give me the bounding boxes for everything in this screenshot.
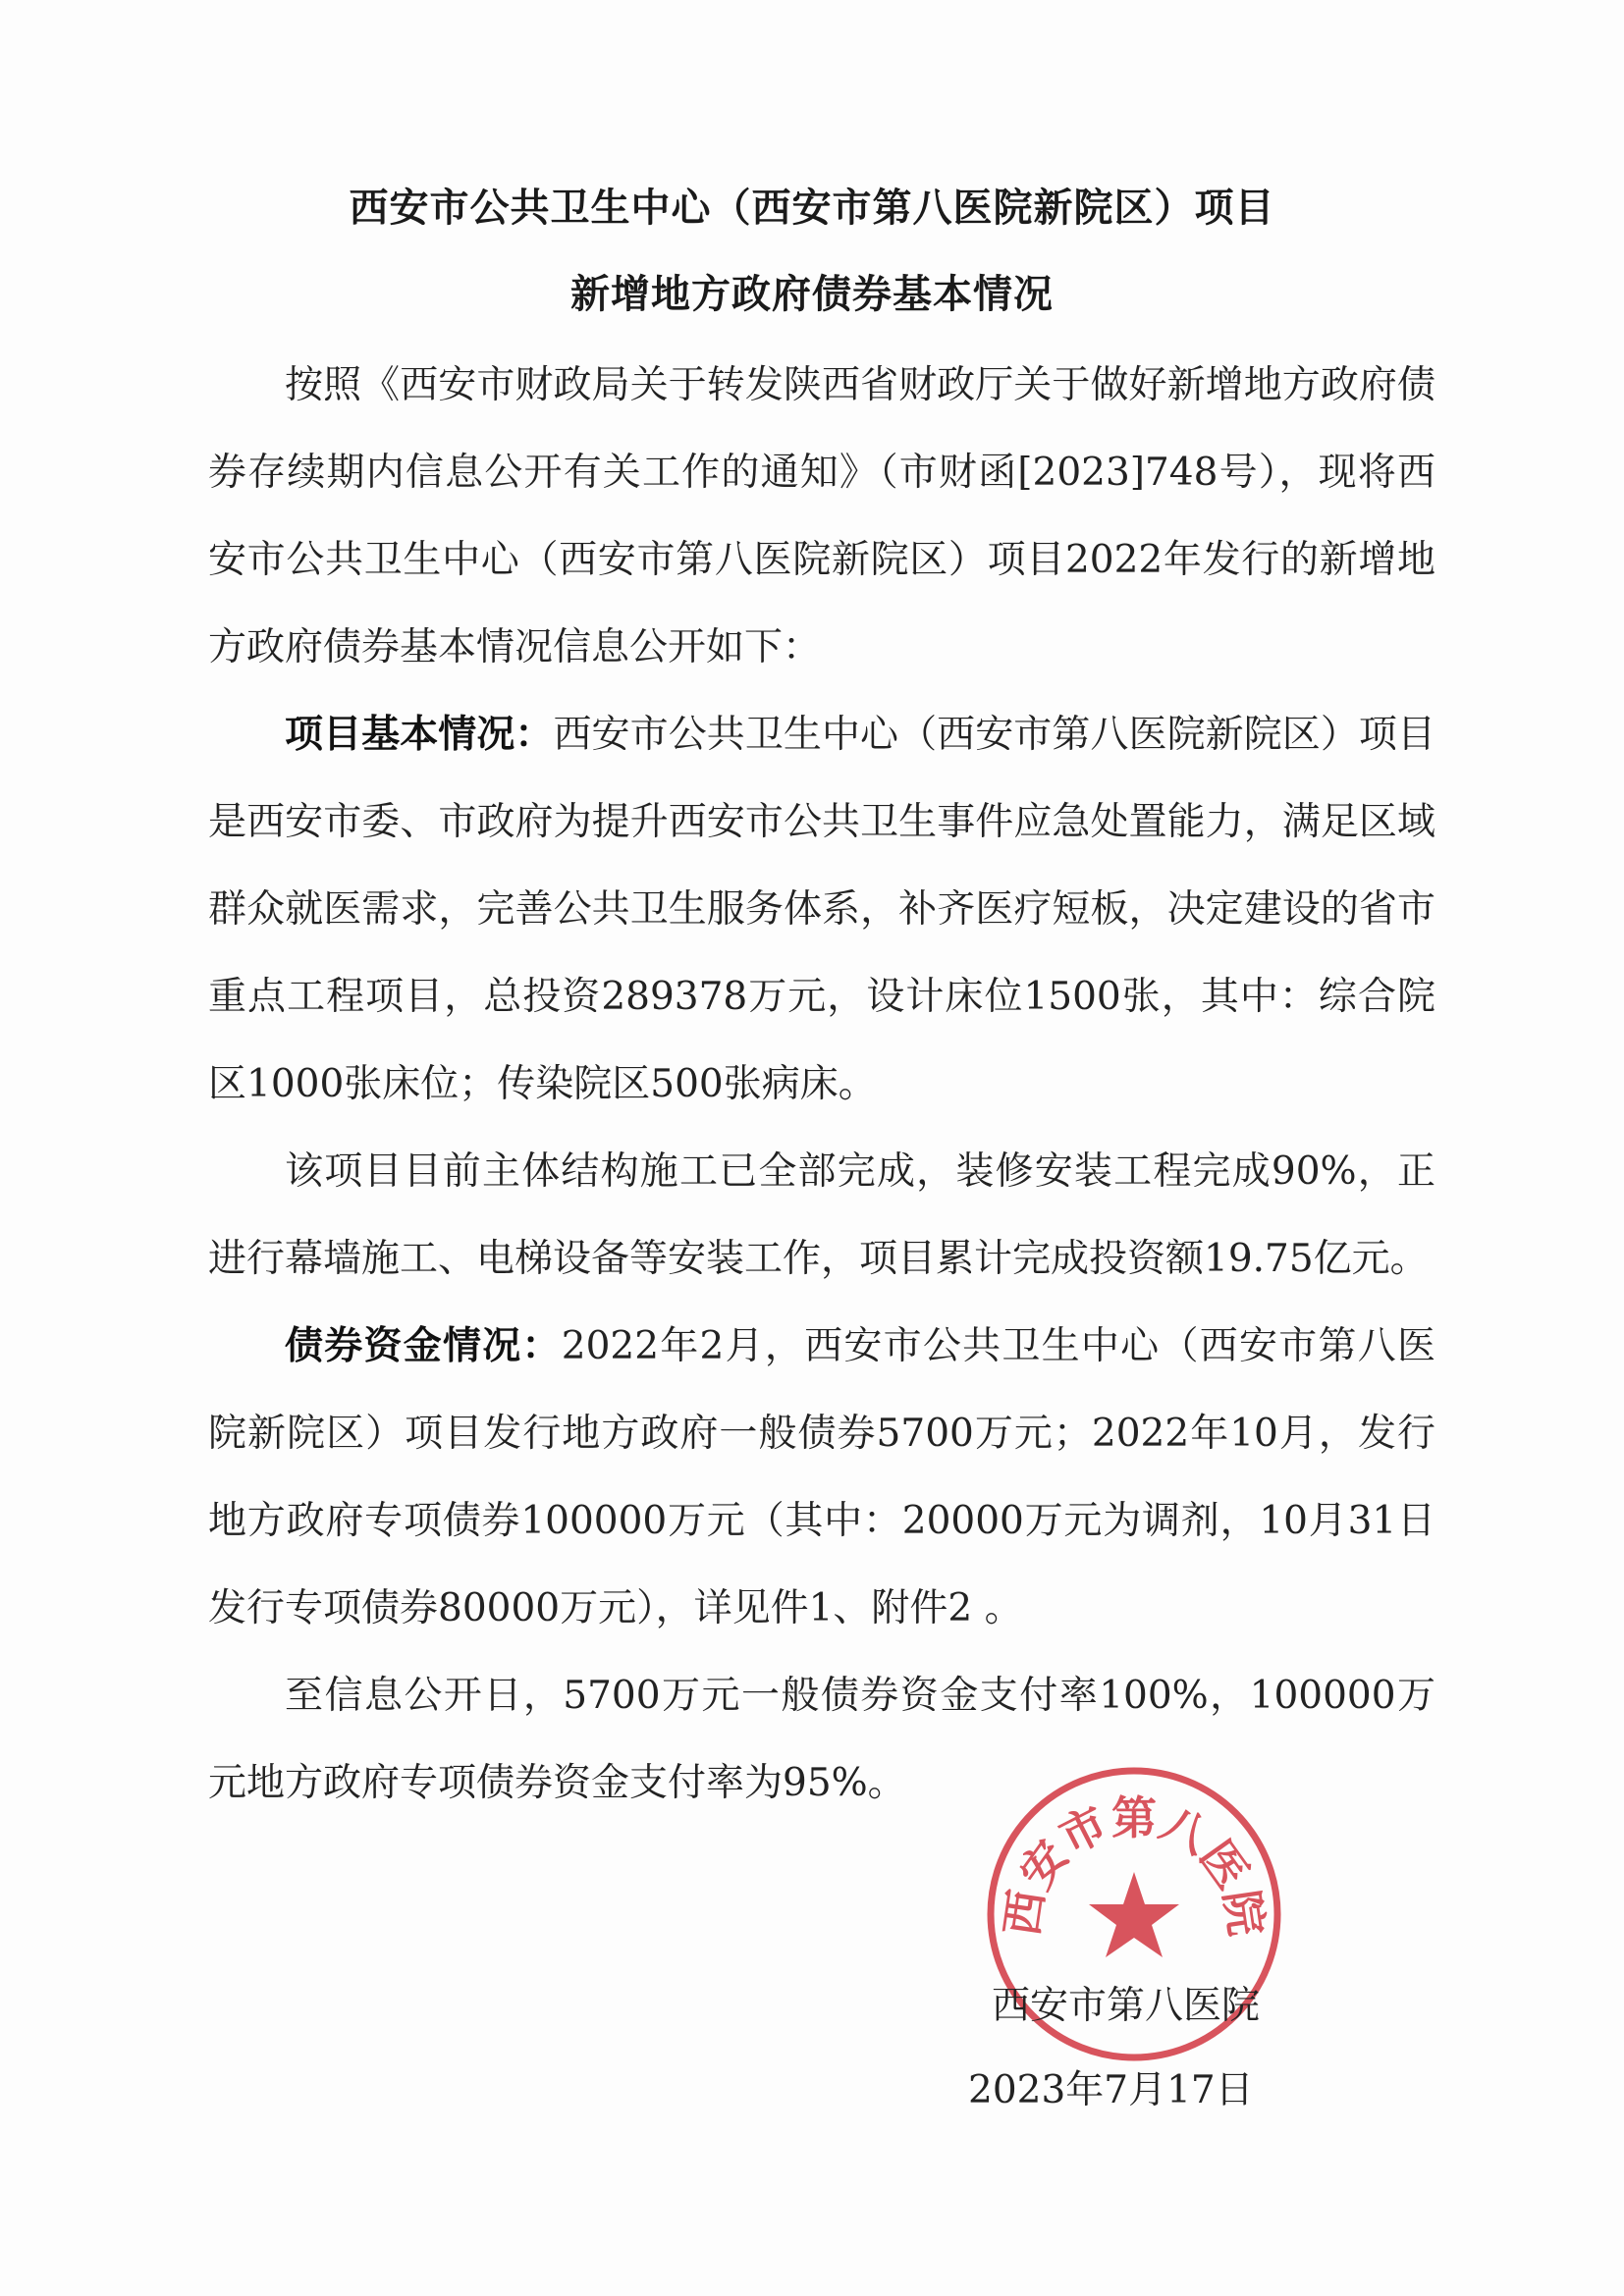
document-body [208, 342, 1435, 1827]
paragraph-bond-funds [208, 1303, 1435, 1652]
paragraph-bond-funds-text: 2022年2月，西安市公共卫生中心（西安市第八医院新院区）项目发行地方政府一般债券5700万元；2022年10月，发行地方政府专项债券100000万元（其中：20000万元为调剂，10月31日发行专项债券80000万元），详见件1、附件2 。 [208, 1324, 1435, 1630]
paragraph-bond-funds-lead: 债券资金情况： [285, 1323, 562, 1368]
signature-organization: 西安市第八医院 [992, 1984, 1261, 2028]
document-title-line-1: 西安市公共卫生中心（西安市第八医院新院区）项目 [349, 185, 1275, 231]
document-title-line-2: 新增地方政府债券基本情况 [570, 271, 1054, 317]
paragraph-project-info-lead: 项目基本情况： [285, 712, 554, 757]
paragraph-project-info-text: 西安市公共卫生中心（西安市第八医院新院区）项目是西安市委、市政府为提升西安市公共卫生事件应急处置能力，满足区域群众就医需求，完善公共卫生服务体系，补齐医疗短板，决定建设的省市重点工程项目，总投资289378万元，设计床位1500张，其中：综合院区1000张床位；传染院区500张病床。 [208, 713, 1435, 1106]
paragraph-intro-text: 按照《西安市财政局关于转发陕西省财政厅关于做好新增地方政府债券存续期内信息公开有关工作的通知》（市财函[2023]748号），现将西安市公共卫生中心（西安市第八医院新院区）项目2022年发行的新增地方政府债券基本情况信息公开如下： [208, 363, 1435, 669]
paragraph-intro [208, 342, 1435, 691]
seal-star-icon [1089, 1872, 1179, 1957]
paragraph-progress-text: 该项目目前主体结构施工已全部完成，装修安装工程完成90%，正进行幕墙施工、电梯设备等安装工作，项目累计完成投资额19.75亿元。 [208, 1149, 1435, 1281]
paragraph-payment-rate-text: 至信息公开日，5700万元一般债券资金支付率100%，100000万元地方政府专项债券资金支付率为95%。 [208, 1674, 1435, 1805]
signature-date: 2023年7月17日 [968, 2068, 1254, 2112]
paragraph-project-info [208, 691, 1435, 1128]
paragraph-progress [208, 1128, 1435, 1303]
seal-arc-text: 西安市第八医院 [995, 1791, 1273, 1940]
